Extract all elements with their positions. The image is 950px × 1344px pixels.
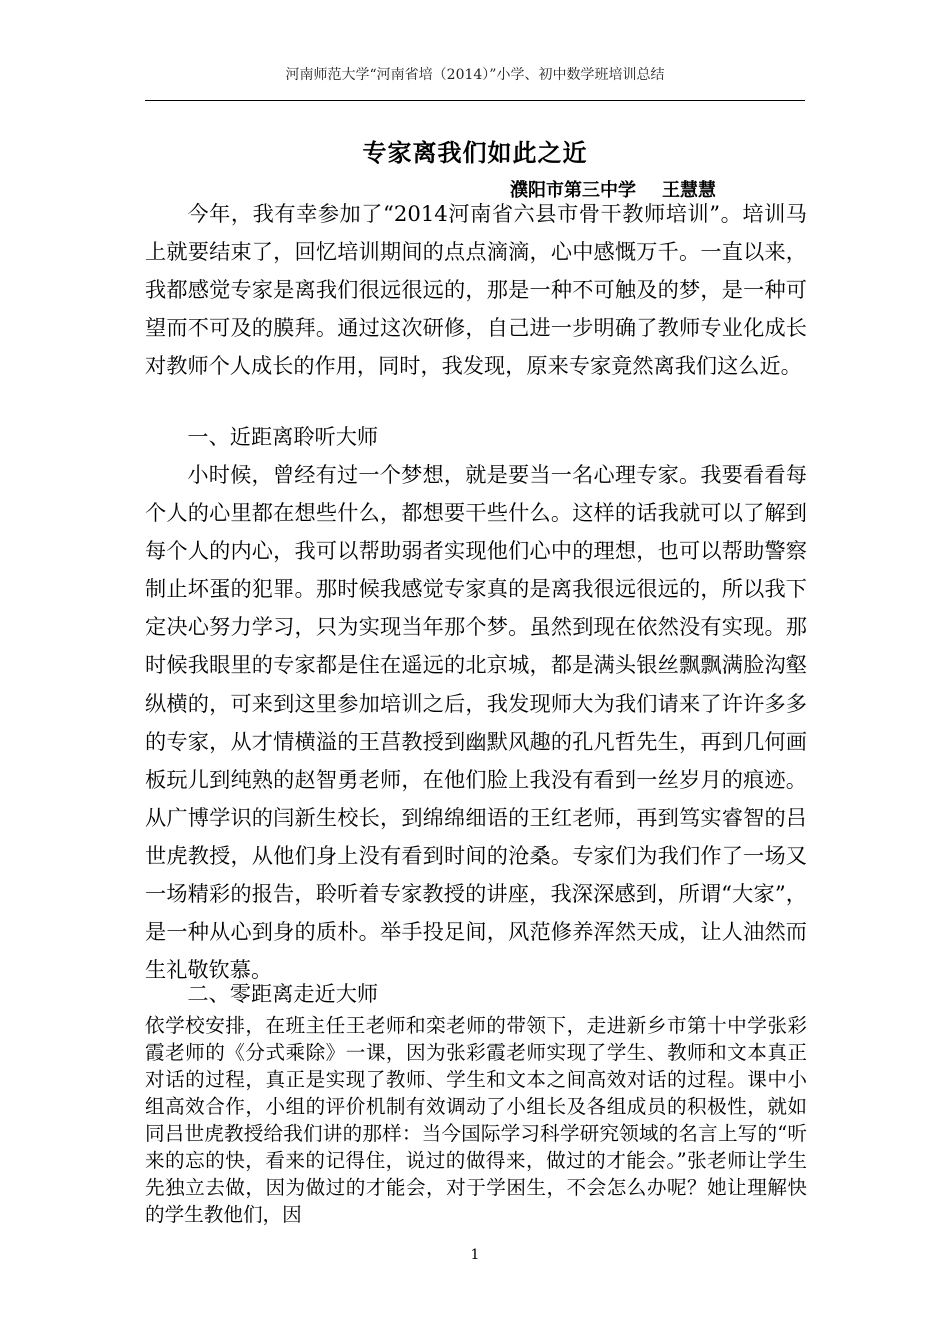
section-heading-1: 一、近距离聆听大师	[187, 424, 379, 449]
author-school: 濮阳市第三中学	[510, 180, 636, 201]
paragraph-section-1: 小时候，曾经有过一个梦想，就是要当一名心理专家。我要看看每个人的心里都在想些什么，都想要干些什么。这样的话我就可以了解到每个人的内心，我可以帮助弱者实现他们心中的理想，也可以帮助警察制止坏蛋的犯罪。那时候我感觉专家真的是离我很远很远的，所以我下定决心努力学习，只为实现当年那个梦。虽然到现在依然没有实现。那时候我眼里的专家都是住在遥远的北京城，都是满头银丝飘飘满脸沟壑纵横的，可来到这里参加培训之后，我发现师大为我们请来了许许多多的专家，从才情横溢的王莒教授到幽默风趣的孔凡哲先生，再到几何画板玩儿到纯熟的赵智勇老师，在他们脸上我没有看到一丝岁月的痕迹。从广博学识的闫新生校长，到绵绵细语的王红老师，再到笃实睿智的吕世虎教授，从他们身上没有看到时间的沧桑。专家们为我们作了一场又一场精彩的报告，聆听着专家教授的讲座，我深深感到，所谓“大家”，是一种从心到身的质朴。举手投足间，风范修养浑然天成，让人油然而生礼敬钦慕。	[145, 462, 807, 983]
page-number: 1	[470, 1247, 480, 1263]
header-divider	[145, 100, 805, 101]
paragraph-intro: 今年，我有幸参加了“2014河南省六县市骨干教师培训”。培训马上就要结束了，回忆培训期间的点点滴滴，心中感慨万千。一直以来，我都感觉专家是离我们很远很远的，那是一种不可触及的梦，是一种可望而不可及的膜拜。通过这次研修，自己进一步明确了教师专业化成长对教师个人成长的作用，同时，我发现，原来专家竟然离我们这么近。	[145, 201, 807, 379]
paragraph-section-2	[145, 1012, 807, 1228]
article-title: 专家离我们如此之近	[362, 138, 588, 167]
running-header: 河南师范大学“河南省培（2014）”小学、初中数学班培训总结	[285, 67, 665, 83]
paragraph-section-2-text: 依学校安排，在班主任王老师和栾老师的带领下，走进新乡市第十中学张彩霞老师的《分式乘除》一课，因为张彩霞老师实现了学生、教师和文本真正对话的过程，真正是实现了教师、学生和文本之间高效对话的过程。课中小组高效合作，小组的评价机制有效调动了小组长及各组成员的积极性，就如同吕世虎教授给我们讲的那样：当今国际学习科学研究领域的名言上写的“听来的忘的快，看来的记得住，说过的做得来，做过的才能会。”张老师让学生先独立去做，因为做过的才能会，对于学困生，不会怎么办呢？她让理解快的学生教他们，因	[145, 1014, 807, 1226]
section-heading-2: 二、零距离走近大师	[187, 981, 379, 1006]
author-name: 王慧慧	[662, 180, 716, 201]
